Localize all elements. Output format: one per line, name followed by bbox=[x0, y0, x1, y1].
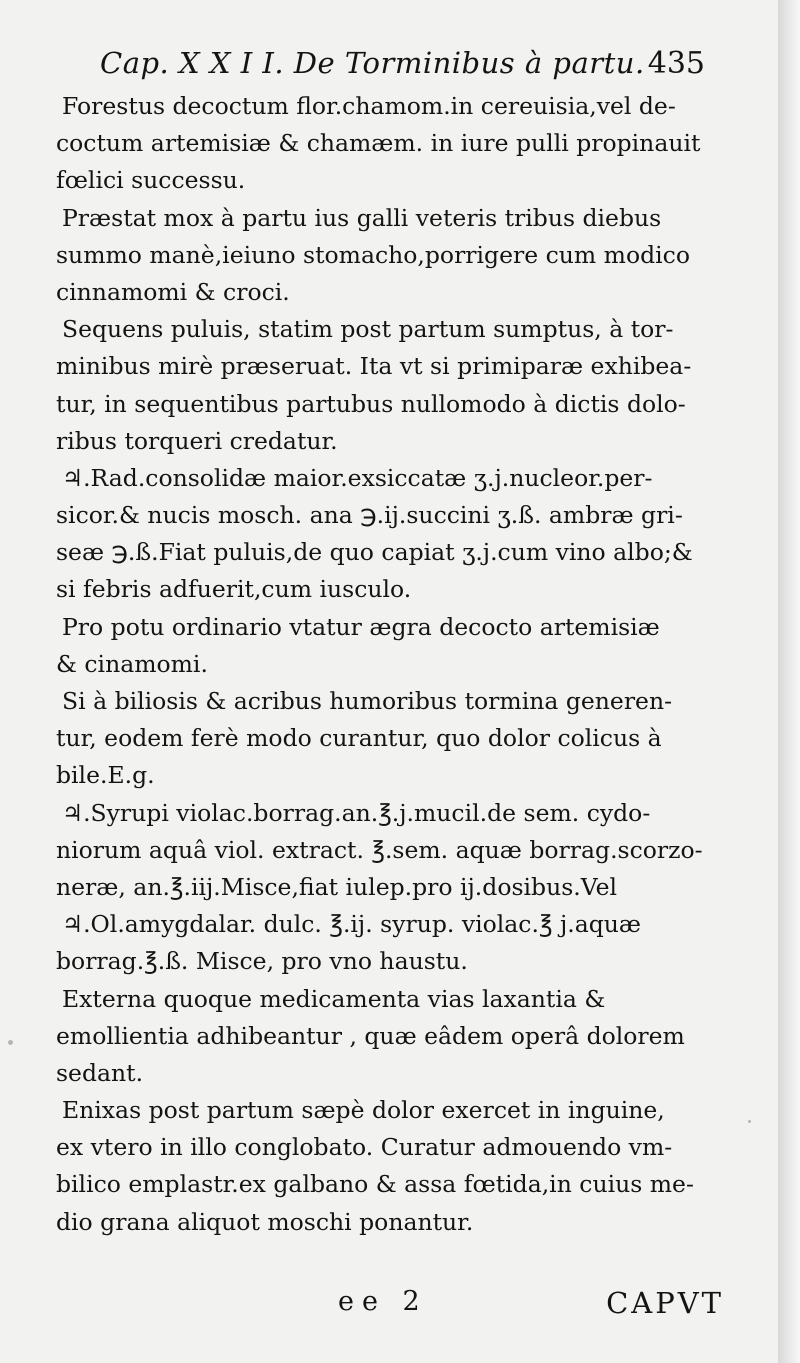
text-line: Pro potu ordinario vtatur ægra decocto artemisiæ bbox=[62, 612, 660, 641]
text-line: Sequens puluis, statim post partum sumptus, à tor- bbox=[62, 315, 674, 344]
text-line: & cinamomi. bbox=[56, 649, 208, 678]
text-line: Enixas post partum sæpè dolor exercet in inguine, bbox=[62, 1096, 665, 1125]
text-line: emollientia adhibeantur , quæ eâdem operâ dolorem bbox=[56, 1021, 685, 1050]
text-line: borrag.℥.ß. Misce, pro vno haustu. bbox=[56, 947, 468, 976]
text-line: tur, in sequentibus partubus nullomodo à dictis dolo- bbox=[56, 389, 686, 418]
text-line: ex vtero in illo conglobato. Curatur admouendo vm- bbox=[56, 1133, 673, 1162]
text-line: bilico emplastr.ex galbano & assa fœtida,in cuius me- bbox=[56, 1170, 694, 1199]
text-line: dio grana aliquot moschi ponantur. bbox=[56, 1207, 474, 1236]
text-line: cinnamomi & croci. bbox=[56, 277, 290, 306]
text-line: summo manè,ieiuno stomacho,porrigere cum modico bbox=[56, 240, 690, 269]
ink-speck bbox=[8, 1040, 13, 1045]
text-line: ♃.Rad.consolidæ maior.exsiccatæ ʒ.j.nucleor.per- bbox=[62, 463, 653, 492]
page-edge-shadow bbox=[778, 0, 800, 1363]
text-line: ribus torqueri credatur. bbox=[56, 426, 338, 455]
running-head: Cap. X X I I. De Torminibus à partu. bbox=[100, 46, 645, 80]
page-footer bbox=[56, 1286, 724, 1332]
text-line: niorum aquâ viol. extract. ℥.sem. aquæ borrag.scorzo- bbox=[56, 835, 703, 864]
text-line: neræ, an.℥.iij.Misce,fiat iulep.pro ij.dosibus.Vel bbox=[56, 872, 617, 901]
text-line: Externa quoque medicamenta vias laxantia & bbox=[62, 984, 606, 1013]
text-line: sicor.& nucis mosch. ana ℈.ij.succini ʒ.ß. ambræ gri- bbox=[56, 501, 683, 530]
page-number: 435 bbox=[647, 46, 705, 81]
text-line: seæ ℈.ß.Fiat puluis,de quo capiat ʒ.j.cum vino albo;& bbox=[56, 538, 693, 567]
text-line: coctum artemisiæ & chamæm. in iure pulli propinauit bbox=[56, 129, 701, 158]
text-line: sedant. bbox=[56, 1058, 144, 1087]
text-line: si febris adfuerit,cum iusculo. bbox=[56, 575, 412, 604]
text-line: minibus mirè præseruat. Ita vt si primiparæ exhibea- bbox=[56, 352, 692, 381]
text-line: Forestus decoctum flor.chamom.in cereuisia,vel de- bbox=[62, 92, 676, 120]
ink-speck bbox=[748, 1120, 751, 1123]
text-line: ♃.Ol.amygdalar. dulc. ℥.ij. syrup. violac.℥ j.aquæ bbox=[62, 910, 642, 939]
catchword: CAPVT bbox=[606, 1286, 724, 1320]
body-text bbox=[56, 88, 724, 1241]
text-line: bile.E.g. bbox=[56, 761, 155, 790]
text-line: ♃.Syrupi violac.borrag.an.℥.j.mucil.de sem. cydo- bbox=[62, 798, 651, 827]
signature-mark: ee 2 bbox=[338, 1286, 428, 1317]
text-line: Præstat mox à partu ius galli veteris tribus diebus bbox=[62, 203, 662, 232]
text-line: tur, eodem ferè modo curantur, quo dolor colicus à bbox=[56, 724, 662, 753]
text-line: Si à biliosis & acribus humoribus tormina generen- bbox=[62, 687, 673, 715]
text-line: fœlici successu. bbox=[56, 166, 246, 195]
